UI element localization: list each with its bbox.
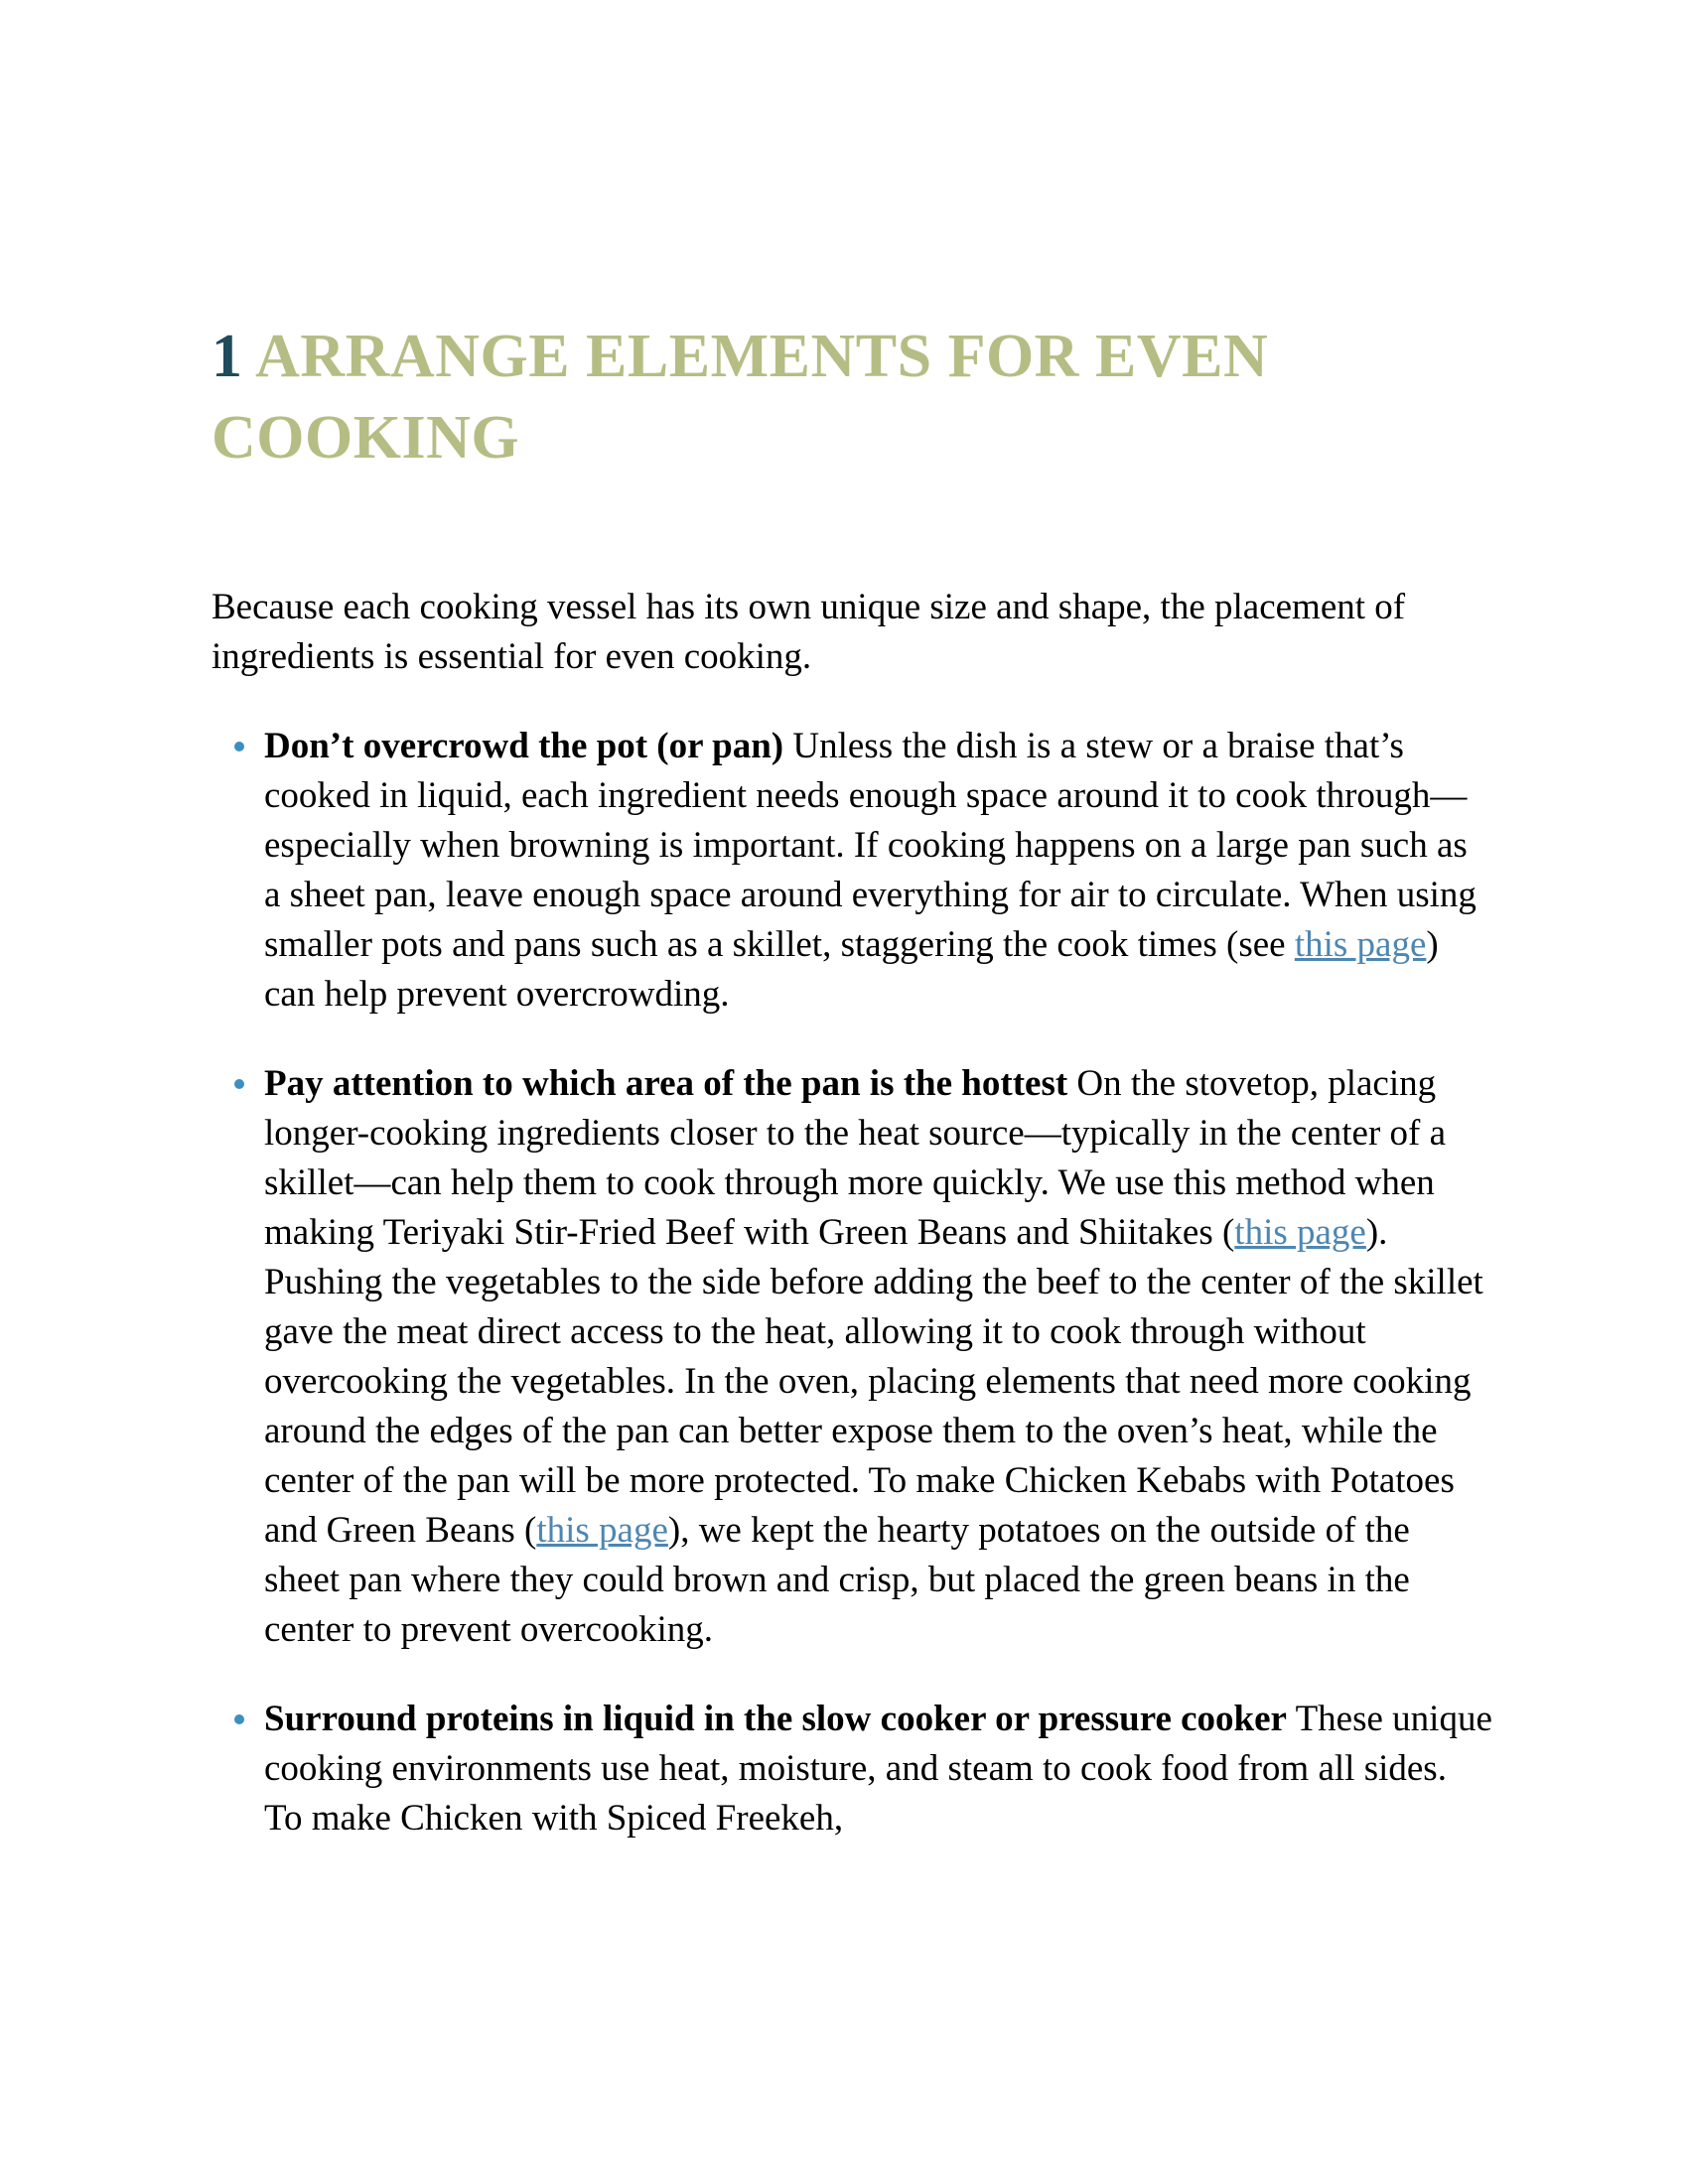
list-item-hottest-area [211, 1059, 1492, 1655]
section-number: 1 [211, 323, 243, 390]
this-page-link[interactable]: this page [1234, 1212, 1366, 1253]
bullet-icon [234, 1714, 244, 1724]
bullet-icon [234, 1079, 244, 1089]
this-page-link[interactable]: this page [536, 1510, 668, 1551]
this-page-link[interactable]: this page [1294, 924, 1427, 965]
tip-lead: Don’t overcrowd the pot (or pan) [264, 726, 784, 766]
tip-text: Unless the dish is a stew or a braise that’s cooked in liquid, each ingredient needs enough space around it to cook through—especially when browning is important. If cooking happens on a large pan such as a sheet pan, leave enough space around everything for air to circulate. When using smaller pots and pans such as a skillet, staggering the cook times (see [264, 726, 1477, 965]
bullet-icon [234, 742, 244, 751]
tip-text: ), we kept the hearty potatoes on the outside of the sheet pan where they could brown and crisp, but placed the green beans in the center to prevent overcooking. [264, 1510, 1410, 1650]
list-item-surround-proteins [211, 1695, 1492, 1843]
page-content [211, 316, 1492, 1843]
tip-text: These unique cooking environments use heat, moisture, and steam to cook food from all sides. To make Chicken with Spiced Freekeh, [264, 1699, 1492, 1839]
tip-lead: Pay attention to which area of the pan is the hottest [264, 1063, 1068, 1104]
section-title: ARRANGE ELEMENTS FOR EVEN COOKING [211, 323, 1269, 472]
tips-list [211, 722, 1492, 1843]
section-heading [211, 316, 1492, 478]
intro-paragraph: Because each cooking vessel has its own unique size and shape, the placement of ingredients is essential for even cooking. [211, 587, 1406, 677]
list-item-overcrowd [211, 722, 1492, 1020]
tip-text: ) can help prevent overcrowding. [264, 924, 1439, 1015]
tip-text: ). Pushing the vegetables to the side before adding the beef to the center of the skillet gave the meat direct access to the heat, allowing it to cook through without overcooking the vegetables. In the oven, placing elements that need more cooking around the edges of the pan can better expose them to the oven’s heat, while the center of the pan will be more protected. To make Chicken Kebabs with Potatoes and Green Beans ( [264, 1212, 1483, 1551]
tip-text: On the stovetop, placing longer-cooking ingredients closer to the heat source—typically in the center of a skillet—can help them to cook through more quickly. We use this method when making Teriyaki Stir-Fried Beef with Green Beans and Shiitakes ( [264, 1063, 1447, 1253]
tip-lead: Surround proteins in liquid in the slow cooker or pressure cooker [264, 1699, 1287, 1739]
